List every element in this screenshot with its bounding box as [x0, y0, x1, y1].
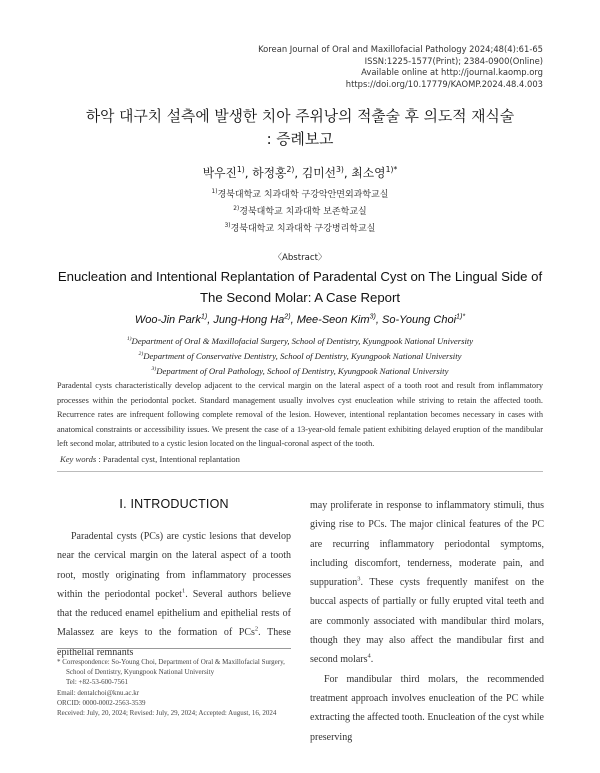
footnote-dates: Received: July, 20, 2024; Revised: July, 29, 2024; Accepted: August, 16, 2024 — [57, 709, 277, 718]
abstract-body: Paradental cysts characteristically develop adjacent to the cervical margin on the lateral aspect of a tooth root and result from inflammatory processes within the periodontal pocket. Standard management usually involves cyst enucleation while striving to retain the affected tooth. Recurrence rates are infrequent following complete removal of the lesion. However, intentional replantation becomes necessary in cases with anatomical constraints or accessibility issues. We present the case of a 13-year-old female patient exhibiting delayed eruption of the mandibular left second molar, attributed to a cystic lesion located on the lingual-coronal aspect of the tooth. — [57, 381, 543, 449]
korean-title — [0, 105, 600, 151]
journal-doi[interactable]: https://doi.org/10.17779/KAOMP.2024.48.4.003 — [345, 78, 543, 89]
korean-author: 박우진 — [202, 166, 237, 180]
keywords-separator: : — [96, 454, 103, 464]
keywords-divider — [57, 471, 543, 472]
korean-authors: 박우진$^{1)}$, 하정홍$^{2)}$, 김미선$^{3)}$, 최소영$^{1)*}$ — [202, 165, 398, 180]
english-author: So-Young Choi — [382, 314, 457, 326]
korean-author: 김미선 — [301, 166, 337, 180]
footnote-line: * Correspondence: So-Young Choi, Department of Oral & Maxillofacial Surgery, — [57, 658, 285, 666]
author-sup: 2) — [286, 165, 295, 175]
author-sup: 2) — [284, 312, 291, 321]
citation-sup: 4 — [367, 653, 371, 661]
intro-paragraph-2: For mandibular third molars, the recommended treatment approach involves enucleation of the PC while extracting the affected tooth. Enucleation of the cyst while preserving — [310, 673, 544, 743]
korean-author: 최소영 — [351, 166, 386, 180]
correspondence-footnote — [57, 657, 293, 718]
body-column-left — [57, 496, 291, 662]
english-author: Jung-Hong Ha — [213, 314, 285, 326]
korean-affiliation: $^{2)}$경북대학교 치과대학 보존학교실 — [233, 206, 367, 217]
korean-title-line1: 하악 대구치 설측에 발생한 치아 주위낭의 적출술 후 의도적 재식술 — [85, 108, 515, 125]
author-sup: 1)* — [456, 312, 466, 321]
citation-sup: 1 — [181, 587, 186, 595]
keywords-text: Paradental cyst, Intentional replantation — [102, 454, 240, 464]
english-affiliations — [0, 334, 600, 379]
section-heading-introduction: Ⅰ. INTRODUCTION — [119, 497, 229, 511]
journal-url[interactable]: Available online at http://journal.kaomp.org — [361, 67, 543, 77]
author-sup: 1) — [236, 165, 245, 175]
citation-sup: 2 — [254, 626, 259, 634]
english-title — [40, 266, 560, 308]
keywords — [60, 454, 540, 464]
english-title-line2: The Second Molar: A Case Report — [199, 290, 401, 305]
journal-citation: Korean Journal of Oral and Maxillofacial Pathology 2024;48(4):61-65 — [258, 44, 543, 54]
english-affiliation: $^{1)}$Department of Oral & Maxillofacial Surgery, School of Dentistry, Kyungpook National University — [126, 336, 474, 346]
footnote-orcid: ORCID: 0000-0002-2563-3539 — [57, 698, 146, 707]
author-sup: 3) — [336, 165, 344, 175]
footnote-email[interactable]: Email: dentalchoi@knu.ac.kr — [57, 688, 140, 697]
author-sup: 1) — [200, 312, 208, 321]
korean-title-line2: : 증례보고 — [266, 131, 334, 148]
abstract-label: 〈Abstract〉 — [273, 253, 327, 263]
english-affiliation: $^{3)}$Department of Oral Pathology, School of Dentistry, Kyungpook National University — [151, 366, 449, 376]
keywords-label: Key words — [60, 454, 97, 464]
footnote-line: School of Dentistry, Kyungpook National University — [66, 668, 215, 677]
body-column-right — [310, 496, 544, 747]
journal-header — [183, 44, 543, 90]
korean-affiliations — [0, 187, 600, 238]
korean-affiliation: $^{1)}$경북대학교 치과대학 구강악안면외과학교실 — [211, 189, 389, 200]
intro-paragraph-1: Paradental cysts (PCs) are cystic lesions that develop near the cervical margin on the lateral aspect of a tooth root, mostly originating from inflammatory processes within the periodontal pocket$^1$. Several authors believe that the reduced enamel epithelium and epithelial rests of Malassez are keys to the formation of PCs$^2$. These epithelial remnants — [57, 531, 291, 658]
english-author: Woo-Jin Park — [134, 314, 201, 326]
english-affiliation: $^{2)}$Department of Conservative Dentistry, School of Dentistry, Kyungpook National University — [138, 351, 462, 361]
english-title-line1: Enucleation and Intentional Replantation of Paradental Cyst on The Lingual Side of — [57, 269, 543, 284]
footnote-line: Tel: +82-53-600-7561 — [66, 678, 128, 687]
english-authors: Woo-Jin Park$^{1)}$, Jung-Hong Ha$^{2)}$, Mee-Seon Kim$^{3)}$, So-Young Choi$^{1)*}$ — [134, 312, 466, 326]
author-sup: 1)* — [385, 165, 398, 175]
english-author: Mee-Seon Kim — [296, 314, 370, 326]
korean-author: 하정홍 — [252, 166, 287, 180]
citation-sup: 3 — [357, 575, 361, 583]
footnote-divider — [57, 648, 291, 649]
korean-affiliation: $^{3)}$경북대학교 치과대학 구강병리학교실 — [224, 223, 376, 234]
author-sup: 3) — [369, 312, 376, 321]
journal-issn: ISSN:1225-1577(Print); 2384-0900(Online) — [364, 55, 543, 66]
intro-paragraph-1-continued: may proliferate in response to inflammatory stimuli, thus giving rise to PCs. The major clinical features of the PC are recurring inflammatory periodontal symptoms, including discomfort, tenderness, moderate pain, and suppuration$^3$. These cysts frequently manifest on the buccal aspects of partially or fully erupted vital teeth and are commonly associated with mandibular third molars, though they may also affect the mandibular first and second molars$^4$. — [310, 500, 544, 666]
